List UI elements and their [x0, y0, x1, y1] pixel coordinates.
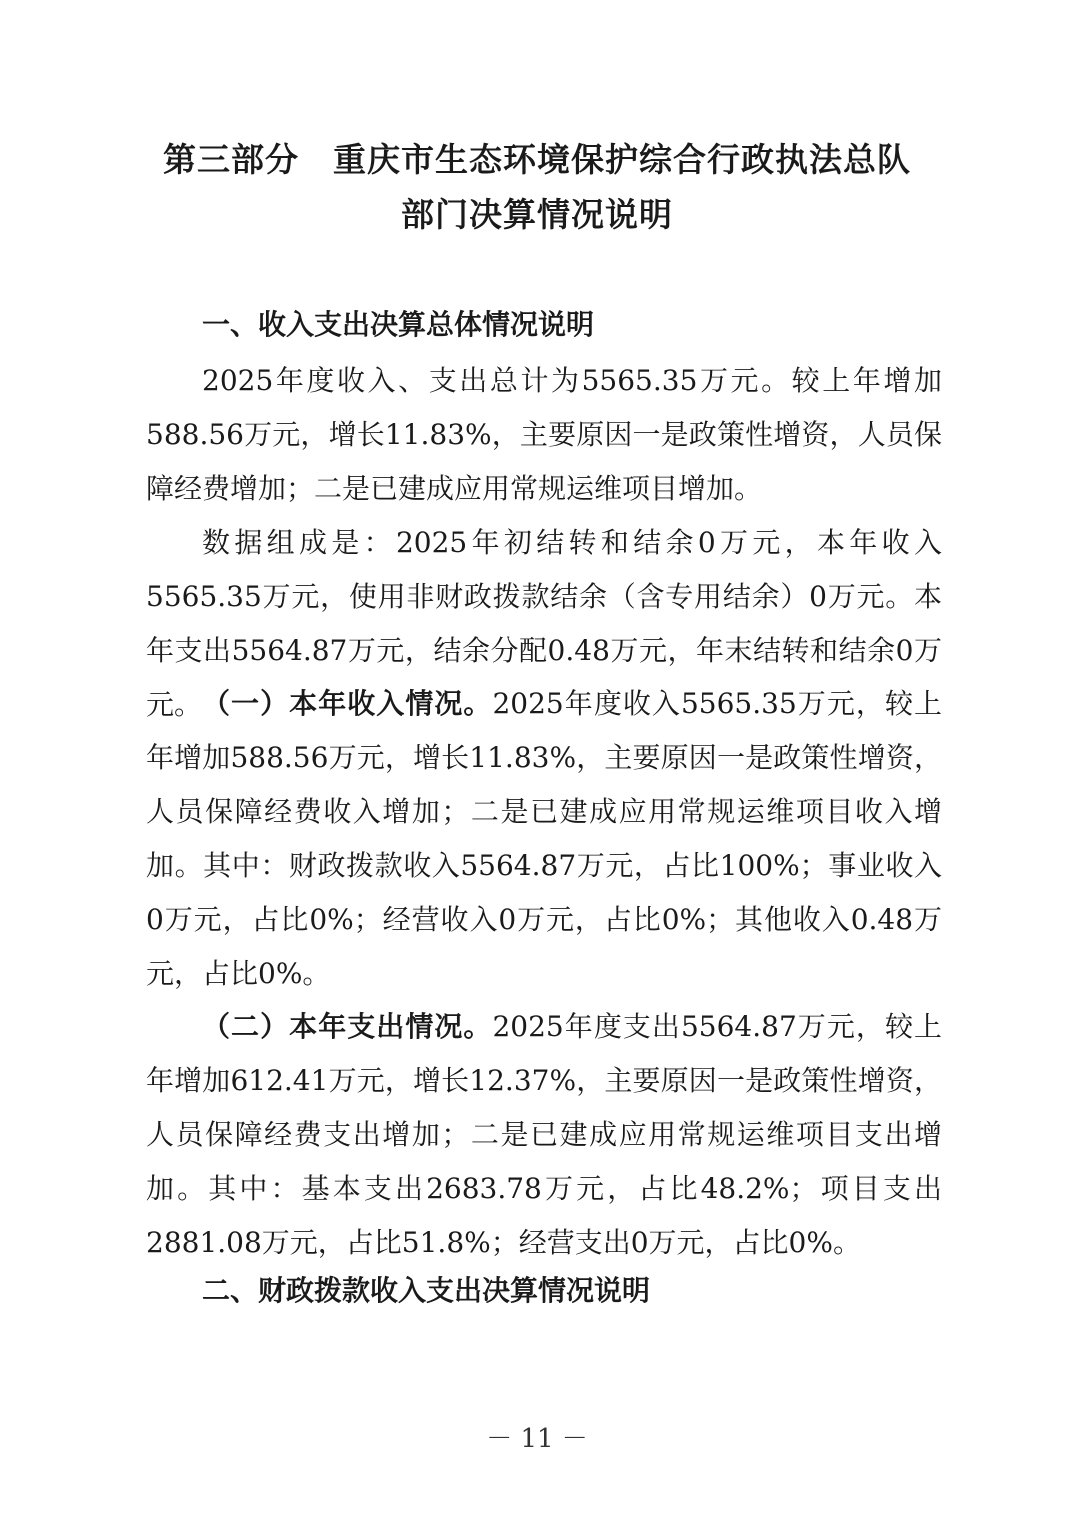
title-part-label: 第三部分 — [163, 140, 299, 179]
paragraph-text: 数据组成是：2025年初结转和结余0万元，本年收入5565.35万元，使用非财政拨款结余（含专用结余）0万元。本年支出5564.87万元，结余分配0.48万元，年末结转和结余0万元。 — [146, 526, 942, 721]
paragraph-text: 2025年度收入5565.35万元，较上年增加588.56万元，增长11.83%，主要原因一是政策性增资，人员保障经费收入增加；二是已建成应用常规运维项目收入增加。其中：财政拨款收入5564.87万元，占比100%；事业收入0万元，占比0%；经营收入0万元，占比0%；其他收入0.48万元，占比0%。 — [146, 687, 942, 990]
paragraph-expenditure — [146, 1000, 942, 1270]
section-heading-2: 二、财政拨款收入支出决算情况说明 — [202, 1274, 651, 1307]
paragraph-income — [146, 677, 942, 1001]
document-title-line-1 — [0, 140, 1074, 180]
title-organization: 重庆市生态环境保护综合行政执法总队 — [333, 140, 911, 179]
paragraph-text: 2025年度支出5564.87万元，较上年增加612.41万元，增长12.37%，主要原因一是政策性增资，人员保障经费支出增加；二是已建成应用常规运维项目支出增加。其中：基本支出2683.78万元，占比48.2%；项目支出2881.08万元，占比51.8%；经营支出0万元，占比0%。 — [146, 1010, 942, 1259]
section-heading-1: 一、收入支出决算总体情况说明 — [202, 308, 595, 341]
paragraph-text: 2025年度收入、支出总计为5565.35万元。较上年增加588.56万元，增长11.83%，主要原因一是政策性增资，人员保障经费增加；二是已建成应用常规运维项目增加。 — [146, 364, 942, 505]
paragraph-lead-expenditure: （二）本年支出情况。 — [202, 1010, 493, 1043]
document-title-line-2: 部门决算情况说明 — [401, 195, 673, 234]
paragraph-overall-summary — [146, 354, 942, 516]
page-number: － 11 － — [486, 1424, 588, 1454]
paragraph-lead-income: （一）本年收入情况。 — [202, 687, 493, 720]
